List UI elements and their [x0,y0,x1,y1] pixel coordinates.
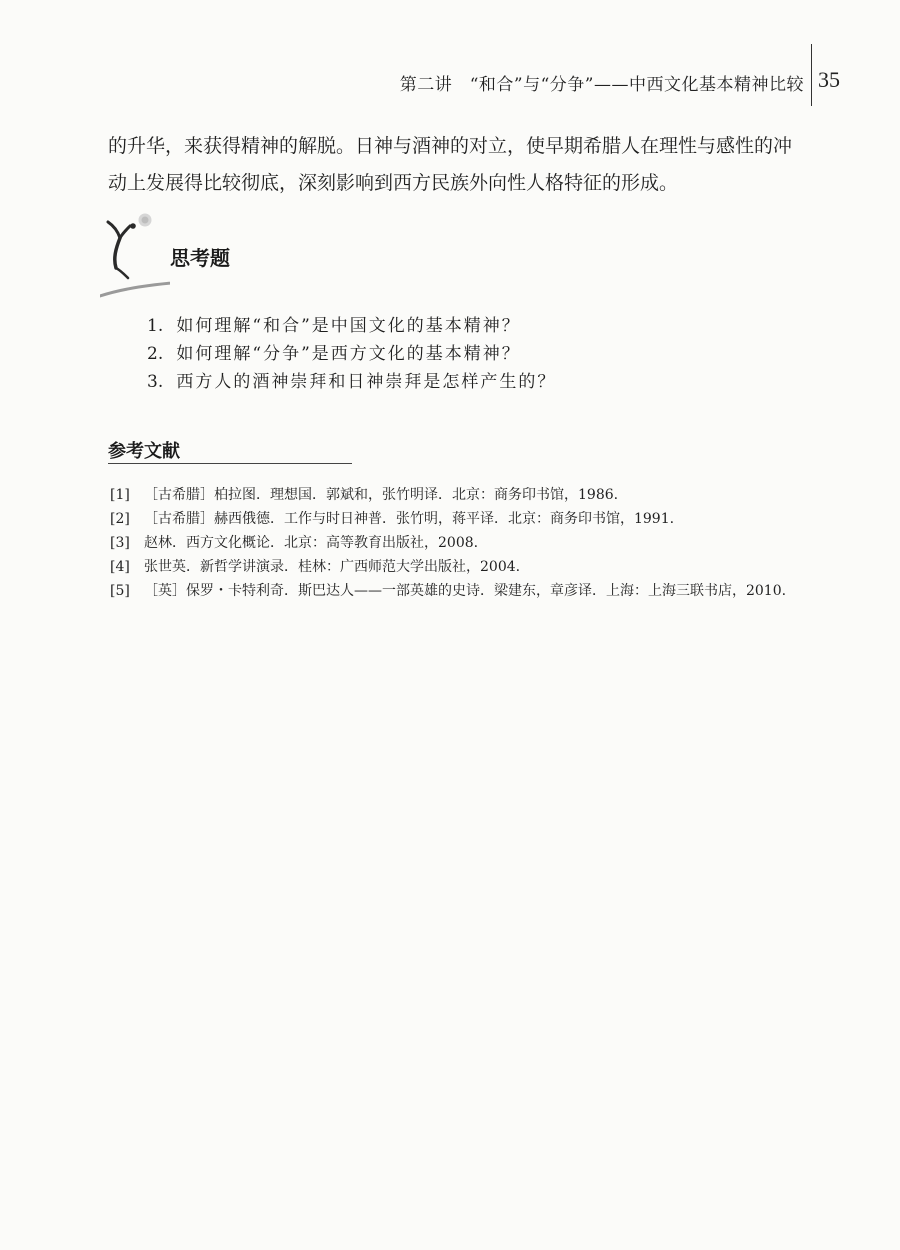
question-text: 如何理解“和合”是中国文化的基本精神？ [176,316,521,336]
question-text: 西方人的酒神崇拜和日神崇拜是怎样产生的？ [176,372,557,392]
references-divider [108,463,352,464]
running-header: 第二讲 “和合”与“分争”——中西文化基本精神比较 [399,75,804,95]
references-title: 参考文献 [108,441,180,462]
list-item [147,340,556,368]
reference-list [110,483,786,603]
question-text: 如何理解“分争”是西方文化的基本精神？ [176,344,521,364]
list-item [110,531,786,555]
question-list [147,312,556,396]
question-number: 1. [147,316,164,336]
question-number: 3. [147,372,164,392]
body-paragraph [108,128,808,202]
reference-text: 赵林．西方文化概论．北京：高等教育出版社，2008. [144,535,479,551]
reference-number: [2] [110,511,130,527]
reference-text: ［古希腊］柏拉图．理想国．郭斌和，张竹明译．北京：商务印书馆，1986. [144,487,619,503]
reference-number: [5] [110,583,130,599]
reference-number: [1] [110,487,130,503]
list-item [110,555,786,579]
reference-text: 张世英．新哲学讲演录．桂林：广西师范大学出版社，2004. [144,559,521,575]
page-number: 35 [818,67,840,92]
reference-number: [4] [110,559,130,575]
body-line: 动上发展得比较彻底，深刻影响到西方民族外向性人格特征的形成。 [108,172,679,194]
list-item [147,368,556,396]
questions-heading [100,212,400,302]
reference-number: [3] [110,535,130,551]
reference-text: ［古希腊］赫西俄德．工作与时日神普．张竹明，蒋平译．北京：商务印书馆，1991. [144,511,675,527]
body-line: 的升华，来获得精神的解脱。日神与酒神的对立，使早期希腊人在理性与感性的冲 [108,135,793,157]
reference-text: ［英］保罗・卡特利奇．斯巴达人——一部英雄的史诗．梁建东，章彦译．上海：上海三联书店，2010. [144,583,787,599]
list-item [110,507,786,531]
question-number: 2. [147,344,164,364]
questions-title: 思考题 [170,246,230,270]
leaping-figure-icon [100,212,170,300]
list-item [147,312,556,340]
list-item [110,579,786,603]
list-item [110,483,786,507]
header-divider [811,44,812,106]
